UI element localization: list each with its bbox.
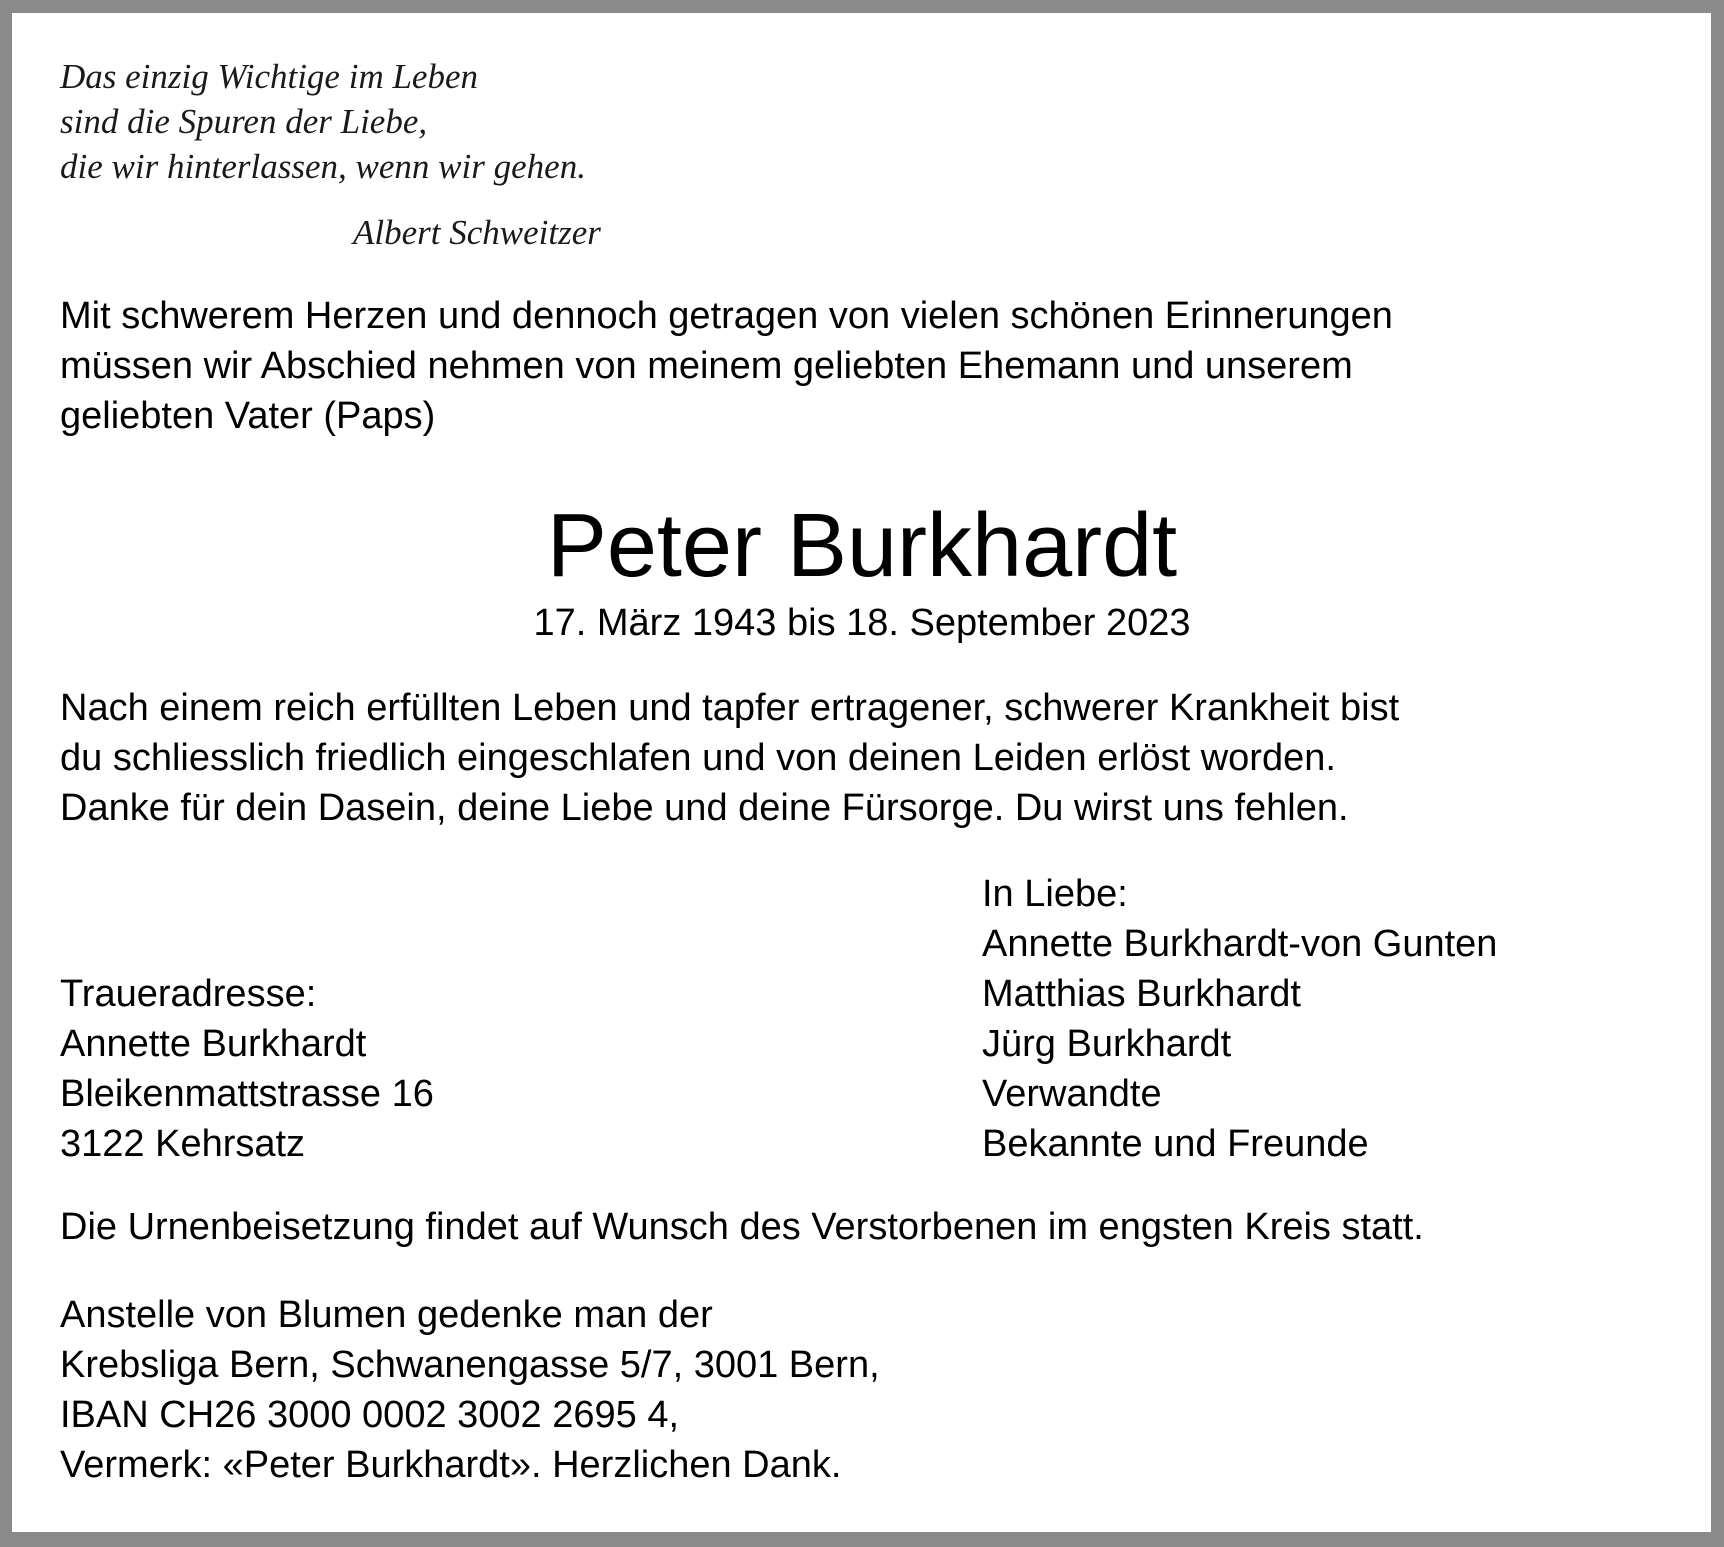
address-line: 3122 Kehrsatz: [60, 1123, 306, 1165]
farewell-line: du schliesslich friedlich eingeschlafen und von deinen Leiden erlöst worden.: [60, 737, 1336, 779]
signer-name: Verwandte: [982, 1073, 1162, 1115]
burial-note: Die Urnenbeisetzung findet auf Wunsch des Verstorbenen im engsten Kreis statt.: [60, 1206, 1424, 1248]
donation-line: Vermerk: «Peter Burkhardt». Herzlichen Dank.: [60, 1444, 842, 1486]
farewell-line: Danke für dein Dasein, deine Liebe und deine Fürsorge. Du wirst uns fehlen.: [60, 787, 1349, 829]
intro-line: geliebten Vater (Paps): [60, 395, 436, 437]
quote-line: Das einzig Wichtige im Leben: [60, 57, 479, 96]
donation-line: IBAN CH26 3000 0002 3002 2695 4,: [60, 1394, 680, 1436]
address-line: Bleikenmattstrasse 16: [60, 1073, 434, 1115]
signer-name: Annette Burkhardt-von Gunten: [982, 923, 1498, 965]
signer-name: Jürg Burkhardt: [982, 1023, 1232, 1065]
quote-line: sind die Spuren der Liebe,: [60, 102, 428, 141]
donation-line: Anstelle von Blumen gedenke man der: [60, 1294, 713, 1336]
life-dates: 17. März 1943 bis 18. September 2023: [533, 602, 1191, 644]
donation-paragraph: [60, 1290, 880, 1490]
farewell-line: Nach einem reich erfüllten Leben und tapfer ertragener, schwerer Krankheit bist: [60, 687, 1400, 729]
farewell-paragraph: [60, 683, 1399, 833]
intro-line: müssen wir Abschied nehmen von meinem geliebten Ehemann und unserem: [60, 345, 1353, 387]
intro-paragraph: [60, 291, 1393, 441]
signers-heading: In Liebe:: [982, 873, 1128, 915]
quote-line: die wir hinterlassen, wenn wir gehen.: [60, 147, 586, 186]
signers-block: [982, 869, 1497, 1169]
signer-name: Matthias Burkhardt: [982, 973, 1301, 1015]
donation-line: Krebsliga Bern, Schwanengasse 5/7, 3001 Bern,: [60, 1344, 880, 1386]
quote: [60, 54, 586, 189]
address-heading: Traueradresse:: [60, 973, 317, 1015]
address-line: Annette Burkhardt: [60, 1023, 367, 1065]
mourning-address: [60, 969, 434, 1169]
intro-line: Mit schwerem Herzen und dennoch getragen von vielen schönen Erinnerungen: [60, 295, 1393, 337]
signer-name: Bekannte und Freunde: [982, 1123, 1369, 1165]
deceased-name: Peter Burkhardt: [546, 496, 1178, 596]
quote-author: Albert Schweitzer: [353, 213, 601, 252]
